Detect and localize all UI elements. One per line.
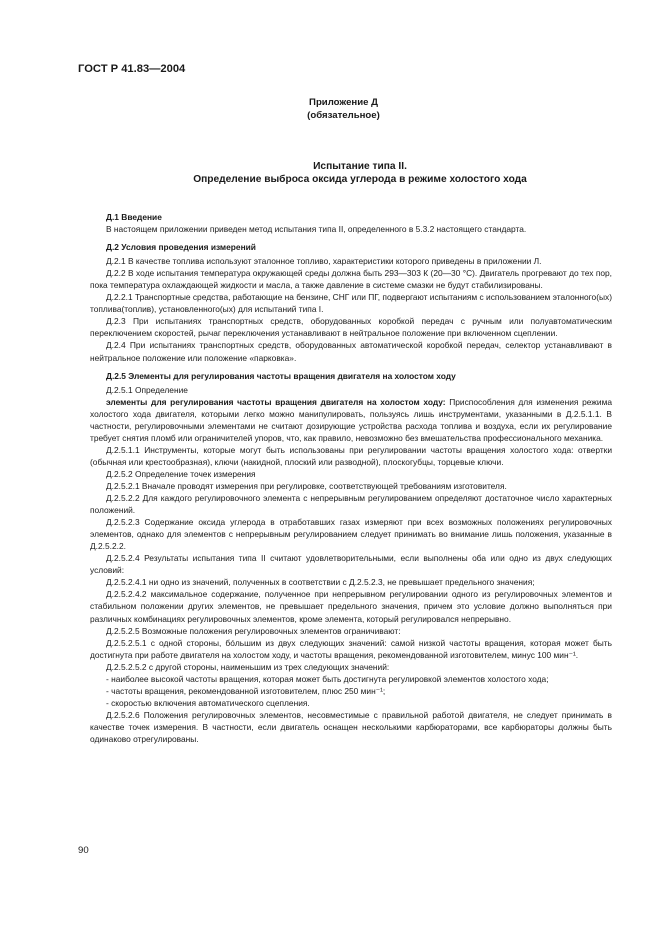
paragraph: Д.2.5.2.2 Для каждого регулировочного элемента с непрерывным регулированием определяют достаточное число характерных положений. xyxy=(90,493,612,516)
paragraph: Д.2.4 При испытаниях транспортных средств, оборудованных автоматической коробкой передач, селектор устанавливают в нейтральное положение или положение «парковка». xyxy=(90,340,612,363)
appendix-status: (обязательное) xyxy=(307,110,380,121)
paragraph: Д.2.5.2.3 Содержание оксида углерода в отработавших газах измеряют при всех возможных положениях регулировочных элементов, однако для элементов с непрерывным регулированием следует принимать во внимание лишь положения, указанные в Д.2.5.2.2. xyxy=(90,517,612,552)
page-number: 90 xyxy=(78,845,89,856)
appendix-heading xyxy=(0,96,661,122)
paragraph: Д.2.5.1.1 Инструменты, которые могут быть использованы при регулировании частоты вращения холостого хода: отвертки (обычная или крестообразная), ключи (накидной, плоский или разводной), плоскогубцы, торцевые ключи. xyxy=(90,444,612,467)
paragraph: Д.2.2 В ходе испытания температура окружающей среды должна быть 293—303 К (20—30 °С). Двигатель прогревают до тех пор, пока температура охлаждающей жидкости и масла, а также давление в системе смазки не будут стабилизированы. xyxy=(90,268,612,291)
paragraph: Д.2.3 При испытаниях транспортных средств, оборудованных коробкой передач с ручным или полуавтоматическим переключением скоростей, рычаг переключения устанавливают в нейтральное положение при включенном сцеплении. xyxy=(90,316,612,339)
section-title xyxy=(60,160,660,186)
paragraph: Д.2.5.2.4.2 максимальное содержание, полученное при непрерывном регулировании одного из регулировочных элементов и стабильном положении других элементов, не превышает предельного значения, причем это условие должно выполняться при различных комбинациях регулировочных элементов, кроме элемента, который регулировался непрерывно. xyxy=(90,589,612,624)
appendix-label: Приложение Д xyxy=(309,97,378,108)
document-body xyxy=(90,211,612,745)
section-heading: Д.2 Условия проведения измерений xyxy=(106,242,256,253)
paragraph: Д.2.1 В качестве топлива используют эталонное топливо, характеристики которого приведены в приложении Л. xyxy=(106,256,542,267)
paragraph: Д.2.5.2.6 Положения регулировочных элементов, несовместимые с правильной работой двигателя, не следует принимать в качестве точек измерения. В частности, если двигатель оснащен несколькими карбюраторами, все карбюраторы должны быть одинаково отрегулированы. xyxy=(90,709,612,744)
paragraph: - наиболее высокой частоты вращения, которая может быть достигнута регулировкой элементов холостого хода; xyxy=(106,673,549,684)
section-heading: Д.1 Введение xyxy=(106,212,162,222)
paragraph: Д.2.2.1 Транспортные средства, работающие на бензине, СНГ или ПГ, подвергают испытаниям с использованием эталонного(ых) топлива(топлив), установленного(ых) для испытаний типа I. xyxy=(90,292,612,315)
paragraph: Д.2.5.1 Определение xyxy=(106,384,188,395)
section-title-line-2: Определение выброса оксида углерода в режиме холостого хода xyxy=(193,174,527,185)
paragraph: В настоящем приложении приведен метод испытания типа II, определенного в 5.3.2 настоящего стандарта. xyxy=(106,224,527,235)
paragraph: Д.2.5.2.4.1 ни одно из значений, полученных в соответствии с Д.2.5.2.3, не превышает предельного значения; xyxy=(106,577,535,588)
term-definition-text: Приспособления для изменения режима холостого хода двигателя, которыми легко можно манипулировать, пользуясь лишь инструментами, указанными в Д.2.5.1.1. В частности, регулировочными элементами не считают дозирующие устройства расхода топлива и воздуха, если их регулирование требует снятия пломб или ограничителей упоров, что, как правило, невозможно без вмешательства профессионального механика. xyxy=(90,396,612,443)
section-heading: Д.2.5 Элементы для регулирования частоты вращения двигателя на холостом ходу xyxy=(106,370,456,381)
paragraph: Д.2.5.2.5.2 с другой стороны, наименьшим из трех следующих значений: xyxy=(106,661,390,672)
paragraph: - частоты вращения, рекомендованной изготовителем, плюс 250 мин⁻¹; xyxy=(106,685,386,696)
standard-header: ГОСТ Р 41.83—2004 xyxy=(78,63,186,75)
paragraph: Д.2.5.2 Определение точек измерения xyxy=(106,468,256,479)
paragraph: Д.2.5.2.5.1 с одной стороны, бóльшим из двух следующих значений: самой низкой частоты вращения, которая может быть достигнута при работе двигателя на холостом ходу, и частоты вращения, рекомендованной изготовителем, минус 100 мин⁻¹. xyxy=(90,637,612,660)
paragraph: Д.2.5.2.1 Вначале проводят измерения при регулировке, соответствующей требованиям изготовителя. xyxy=(106,480,507,491)
section-title-line-1: Испытание типа II. xyxy=(313,161,407,172)
paragraph xyxy=(90,396,612,444)
paragraph: - скоростью включения автоматического сцепления. xyxy=(106,697,310,708)
paragraph: Д.2.5.2.5 Возможные положения регулировочных элементов ограничивают: xyxy=(106,625,401,636)
paragraph: Д.2.5.2.4 Результаты испытания типа II считают удовлетворительными, если выполнены оба или одно из двух следующих условий: xyxy=(90,553,612,576)
term-definition-lead: элементы для регулирования частоты вращения двигателя на холостом ходу: xyxy=(106,396,446,407)
